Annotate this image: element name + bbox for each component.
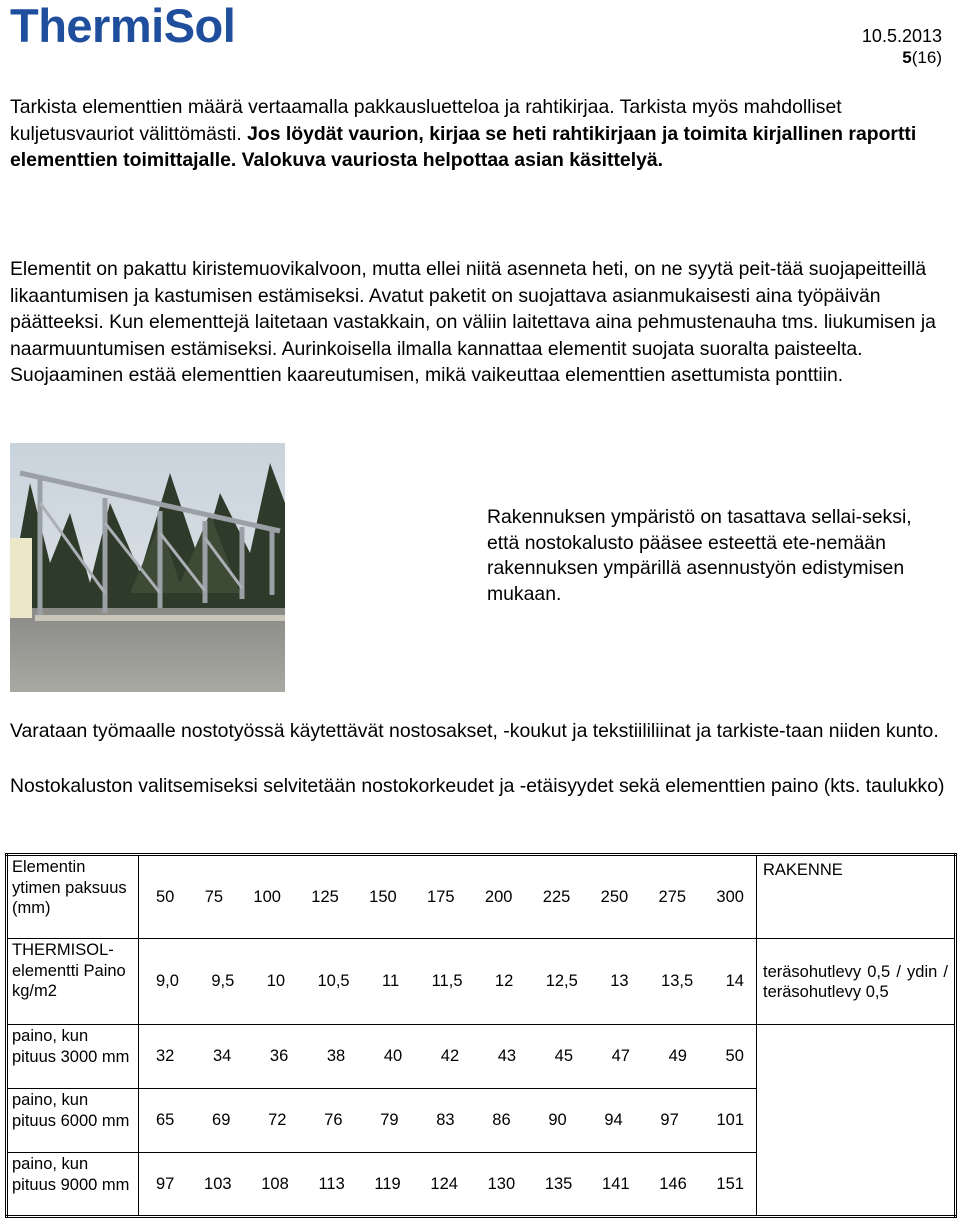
page-current: 5 <box>902 48 912 67</box>
table-cell: 72 <box>268 1111 287 1129</box>
storage-paragraph: Elementit on pakattu kiristemuovikalvoon, mutta ellei niitä asenneta heti, on ne syytä peit-tää suojapeitteillä likaantumisen ja kastumisen estämiseksi. Avatut paketit on suojattava asianmukaisesti aina työpäivän päätteeksi. Kun elementtejä laitetaan vastakkain, on väliin laitettava aina pehmustenauha tms. liukumisen ja naarmuuntumisen estämiseksi. Aurinkoisella ilmalla kannattaa elementit suojata suoralta paisteelta. Suojaaminen estää elementtien kaareutumisen, mikä vaikeuttaa elementtien asettumista ponttiin. <box>10 258 936 387</box>
table-cell: 175 <box>427 887 455 906</box>
lifting-equipment-paragraph: Varataan työmaalle nostotyössä käytettävät nostosakset, -koukut ja tekstiililiinat ja tarkiste-taan niiden kunto. <box>10 720 939 742</box>
table-cell: 50 <box>156 887 175 906</box>
table-cell: 11,5 <box>431 972 463 990</box>
table-cell: 100 <box>253 887 281 906</box>
table-cell: 200 <box>484 887 513 906</box>
page-total: (16) <box>911 48 942 67</box>
intro-paragraph <box>10 94 945 174</box>
table-cell: 151 <box>716 1174 744 1193</box>
table-row <box>7 1025 956 1089</box>
table-cell: 9,0 <box>156 972 179 990</box>
table-cell: 10 <box>266 972 286 990</box>
table-cell: 113 <box>318 1174 345 1193</box>
table-cell: 86 <box>492 1111 511 1129</box>
table-cell: 225 <box>542 887 571 906</box>
table-cell: 38 <box>326 1047 346 1065</box>
intro-normal-text: Tarkista elementtien määrä vertaamalla pakkausluetteloa ja rahtikirjaa. Tarkista myös mahdolliset kuljetusvauriot välittömästi. <box>10 96 842 145</box>
table-cell: 10,5 <box>317 972 350 990</box>
table-cell: 119 <box>374 1174 401 1193</box>
intro-bold-text: Jos löydät vaurion, kirjaa se heti rahtikirjaan ja toimita kirjallinen raportti elementtien toimittajalle. Valokuva vauriosta helpottaa asian käsittelyä. <box>10 122 917 172</box>
building-frame-photo <box>10 443 285 692</box>
photo-caption: Rakennuksen ympäristö on tasattava sellai-seksi, että nostokalusto pääsee esteettä ete-nemään rakennuksen ympärillä asennustyön edistymisen mukaan. <box>487 506 912 605</box>
table-cell: 50 <box>725 1047 744 1065</box>
table-cell: 300 <box>716 887 744 906</box>
table-cell: 141 <box>602 1174 630 1193</box>
table-cell: 90 <box>548 1111 567 1129</box>
table-cell: 12 <box>494 972 514 990</box>
table-cell: 125 <box>311 887 339 906</box>
table-cell: 65 <box>156 1111 175 1129</box>
table-cell: 69 <box>212 1111 231 1129</box>
table-cell: 9,5 <box>211 972 235 990</box>
table-cell: 45 <box>554 1047 574 1065</box>
thermisol-logo: ThermiSol <box>10 0 236 52</box>
table-cell: 43 <box>497 1047 517 1065</box>
table-cell: 32 <box>156 1047 175 1065</box>
table-cell: 14 <box>725 972 744 990</box>
table-cell: 250 <box>600 887 629 906</box>
table-cell: 97 <box>660 1111 679 1129</box>
table-cell: 47 <box>611 1047 630 1065</box>
document-date: 10.5.2013 <box>861 26 942 46</box>
table-cell: 75 <box>204 887 224 906</box>
table-cell: 94 <box>604 1111 623 1129</box>
table-cell: 97 <box>156 1174 175 1193</box>
table-cell: 101 <box>716 1111 744 1129</box>
row-label: paino, kun pituus 6000 mm <box>7 1089 139 1153</box>
table-cell: 13 <box>610 972 629 990</box>
table-cell: 42 <box>440 1047 460 1065</box>
table-cell: 76 <box>324 1111 343 1129</box>
table-row <box>7 855 956 939</box>
row-values <box>139 1089 757 1153</box>
table-cell: 150 <box>369 887 397 906</box>
table-cell: 103 <box>204 1174 232 1193</box>
row-label: Elementin ytimen paksuus (mm) <box>7 855 139 939</box>
row-label: paino, kun pituus 9000 mm <box>7 1153 139 1217</box>
table-cell: 135 <box>544 1174 573 1193</box>
table-cell: 40 <box>383 1047 403 1065</box>
row-values <box>139 1025 757 1089</box>
table-cell: 130 <box>487 1174 516 1193</box>
row-values <box>139 1153 757 1217</box>
row-values <box>139 855 757 939</box>
structure-header: RAKENNE <box>757 855 956 939</box>
table-cell: 36 <box>269 1047 289 1065</box>
table-cell: 275 <box>658 887 687 906</box>
row-values <box>139 939 757 1025</box>
table-cell: 11 <box>382 972 400 990</box>
row-label: paino, kun pituus 3000 mm <box>7 1025 139 1089</box>
table-row <box>7 939 956 1025</box>
table-cell: 79 <box>380 1111 399 1129</box>
table-cell: 108 <box>261 1174 289 1193</box>
table-cell: 13,5 <box>661 972 694 990</box>
table-cell: 12,5 <box>545 972 578 990</box>
structure-value: teräsohutlevy 0,5 / ydin / teräsohutlevy 0,5 <box>757 939 956 1025</box>
table-cell: 124 <box>430 1174 458 1193</box>
table-cell: 146 <box>659 1174 687 1193</box>
structure-empty-cell <box>757 1025 956 1217</box>
element-weight-table <box>5 853 957 1218</box>
crane-selection-paragraph: Nostokaluston valitsemiseksi selvitetään nostokorkeudet ja -etäisyydet sekä elementtien paino (kts. taulukko) <box>10 775 945 797</box>
table-cell: 49 <box>668 1047 687 1065</box>
table-cell: 83 <box>436 1111 455 1129</box>
table-cell: 34 <box>212 1047 232 1065</box>
page-number <box>902 48 942 68</box>
row-label: THERMISOL-elementti Paino kg/m2 <box>7 939 139 1025</box>
